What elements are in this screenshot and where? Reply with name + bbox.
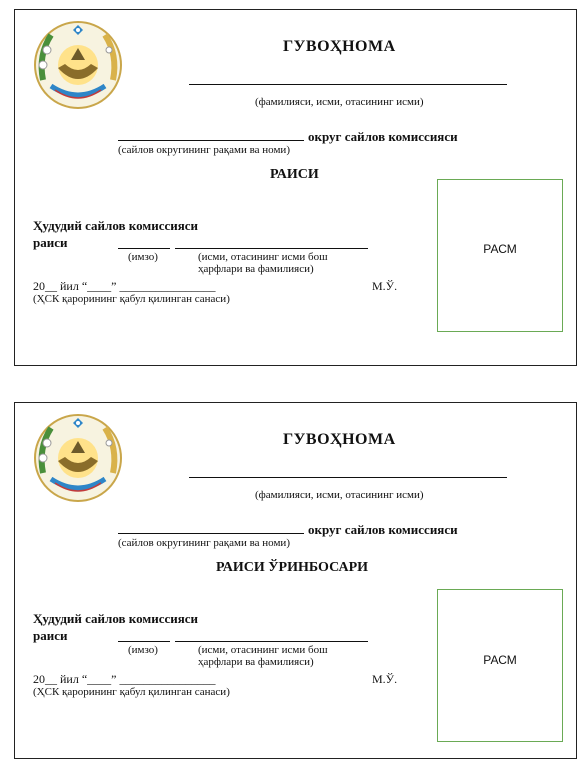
fio-hint: (исми, отасининг исми бош ҳарфлари ва фамилияси) [198,251,328,275]
certificate-card-deputy [14,402,577,759]
role-title: РАИСИ [270,167,319,182]
role-title: РАИСИ ЎРИНБОСАРИ [216,560,369,575]
photo-box [437,589,563,742]
fio-underline [175,641,368,642]
signature-underline [118,641,170,642]
state-emblem-icon [33,20,123,110]
district-label: округ сайлов комиссияси [308,129,458,144]
district-underline [118,140,304,141]
name-underline [189,84,507,85]
signer-label: Ҳудудий сайлов комиссияси раиси [33,218,199,250]
district-hint: (сайлов округининг рақами ва номи) [118,144,290,156]
date-hint: (ҲСК қарорининг қабул қилинган санаси) [33,293,230,305]
name-hint: (фамилияси, исми, отасининг исми) [255,96,424,108]
district-label: округ сайлов комиссияси [308,522,458,537]
district-hint: (сайлов округининг рақами ва номи) [118,537,290,549]
date-hint: (ҲСК қарорининг қабул қилинган санаси) [33,686,230,698]
district-underline [118,533,304,534]
name-hint: (фамилияси, исми, отасининг исми) [255,489,424,501]
date-line: 20__ йил “____” ________________ [33,279,216,293]
certificate-card-chairman [14,9,577,366]
signer-label: Ҳудудий сайлов комиссияси раиси [33,611,199,643]
signature-hint: (имзо) [128,251,158,263]
date-line: 20__ йил “____” ________________ [33,672,216,686]
state-emblem-icon [33,413,123,503]
stamp-label: М.Ў. [372,672,398,686]
photo-label: РАСМ [483,242,517,256]
stamp-label: М.Ў. [372,279,398,293]
fio-underline [175,248,368,249]
signature-hint: (имзо) [128,644,158,656]
document-title: ГУВОҲНОМА [283,38,396,55]
signature-underline [118,248,170,249]
fio-hint: (исми, отасининг исми бош ҳарфлари ва фамилияси) [198,644,328,668]
document-title: ГУВОҲНОМА [283,431,396,448]
name-underline [189,477,507,478]
photo-label: РАСМ [483,653,517,667]
photo-box [437,179,563,332]
